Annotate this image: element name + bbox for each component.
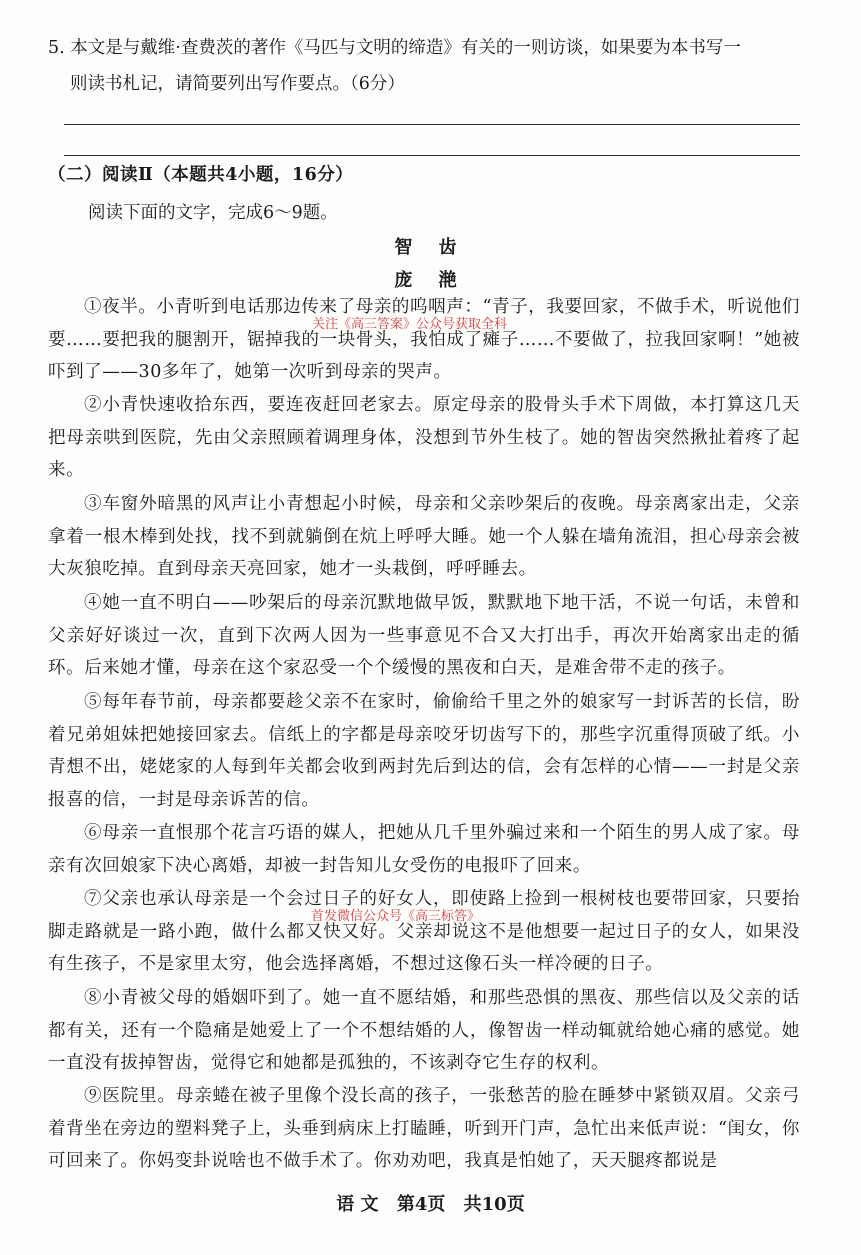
answer-line[interactable] xyxy=(64,155,800,156)
paragraph-1: ①夜半。小青听到电话那边传来了母亲的呜咽声：“青子，我要回家，不做手术，听说他们要……要把我的腿割开，锯掉我的一块骨头，我怕成了瘫子……不要做了，拉我回家啊！”她被吓到了——30多年了，她第一次听到母亲的哭声。 xyxy=(48,297,800,382)
question-5 xyxy=(48,30,838,102)
section-heading: （二）阅读Ⅱ（本题共4小题，16分） xyxy=(48,165,354,185)
paragraph-6: ⑥母亲一直恨那个花言巧语的媒人，把她从几千里外骗过来和一个陌生的男人成了家。母亲有次回娘家下决心离婚，却被一封告知儿女受伤的电报吓了回来。 xyxy=(48,823,800,876)
section-instruction: 阅读下面的文字，完成6～9题。 xyxy=(88,203,338,223)
paragraph-8: ⑧小青被父母的婚姻吓到了。她一直不愿结婚，和那些恐惧的黑夜、那些信以及父亲的话都有关，还有一个隐痛是她爱上了一个不想结婚的人，像智齿一样动辄就给她心痛的感觉。她一直没有拔掉智齿，觉得它和她都是孤独的，不该剥夺它生存的权利。 xyxy=(48,988,800,1073)
watermark-top: 关注《高三答案》公众号获取全科 xyxy=(312,317,508,332)
paragraph-4: ④她一直不明白——吵架后的母亲沉默地做早饭，默默地下地干活，不说一句话，未曾和父亲好好谈过一次，直到下次两人因为一些事意见不合又大打出手，再次开始离家出走的循环。后来她才懂，母亲在这个家忍受一个个缓慢的黑夜和白天，是难舍带不走的孩子。 xyxy=(48,593,800,678)
page-footer xyxy=(0,1190,861,1216)
question-5-line-2: 则读书札记，请简要列出写作要点。（6分） xyxy=(70,74,405,94)
question-5-line-1: 5. 本文是与戴维·查费茨的著作《马匹与文明的缔造》有关的一则访谈，如果要为本书写一 xyxy=(48,38,741,58)
article-title: 智 齿 xyxy=(394,237,467,258)
footer-total: 共10页 xyxy=(463,1194,525,1215)
paragraph-7: ⑦父亲也承认母亲是一个会过日子的好女人，即使路上捡到一根树枝也要带回家，只要抬脚走路就是一路小跑，做什么都又快又好。父亲却说这不是他想要一起过日子的女人，如果没有生孩子，不是家里太穷，他会选择离婚，不想过这像石头一样冷硬的日子。 xyxy=(48,889,800,974)
paragraph-2: ②小青快速收拾东西，要连夜赶回老家去。原定母亲的股骨头手术下周做，本打算这几天把母亲哄到医院，先由父亲照顾着调理身体，没想到节外生枝了。她的智齿突然揪扯着疼了起来。 xyxy=(48,395,800,480)
footer-subject: 语 文 xyxy=(336,1194,379,1215)
paragraph-9: ⑨医院里。母亲蜷在被子里像个没长高的孩子，一张愁苦的脸在睡梦中紧锁双眉。父亲弓着背坐在旁边的塑料凳子上，头垂到病床上打瞌睡，听到开门声，急忙出来低声说：“闺女，你可回来了。你妈变卦说啥也不做手术了。你劝劝吧，我真是怕她了，天天腿疼都说是 xyxy=(48,1086,800,1171)
answer-line[interactable] xyxy=(64,124,800,125)
paragraph-5: ⑤每年春节前，母亲都要趁父亲不在家时，偷偷给千里之外的娘家写一封诉苦的长信，盼着兄弟姐妹把她接回家去。信纸上的字都是母亲咬牙切齿写下的，那些字沉重得顶破了纸。小青想不出，姥姥家的人每到年关都会收到两封先后到达的信，会有怎样的心情——一封是父亲报喜的信，一封是母亲诉苦的信。 xyxy=(48,692,800,810)
paragraph-3: ③车窗外暗黑的风声让小青想起小时候，母亲和父亲吵架后的夜晚。母亲离家出走，父亲拿着一根木棒到处找，找不到就躺倒在炕上呼呼大睡。她一个人躲在墙角流泪，担心母亲会被大灰狼吃掉。直到母亲天亮回家，她才一头栽倒，呼呼睡去。 xyxy=(48,494,800,579)
article-author: 庞 滟 xyxy=(394,270,467,291)
watermark-middle: 首发微信公众号《高三标答》 xyxy=(311,909,481,924)
footer-page: 第4页 xyxy=(396,1194,446,1215)
